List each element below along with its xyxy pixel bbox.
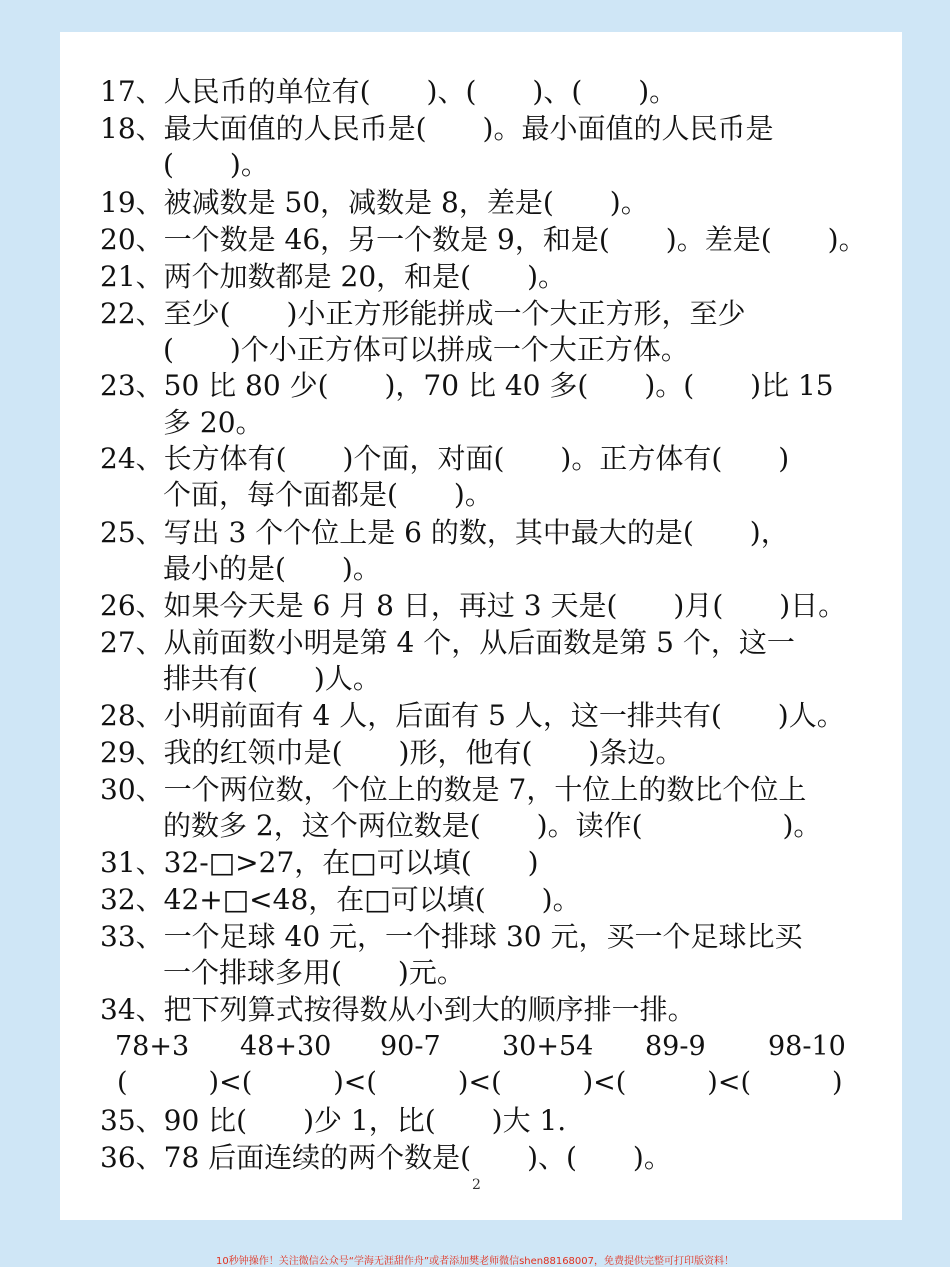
expression-6: 98-10: [768, 1031, 846, 1062]
order-answer-blanks: ( )<( )<( )<( )<( )<( ): [117, 1067, 843, 1098]
question-33: 33、一个足球 40 元，一个排球 30 元，买一个足球比买: [100, 920, 803, 953]
question-17: 17、人民币的单位有( )、( )、( )。: [100, 75, 678, 108]
question-26: 26、如果今天是 6 月 8 日，再过 3 天是( )月( )日。: [100, 589, 847, 622]
question-25: 25、写出 3 个个位上是 6 的数，其中最大的是( )，: [100, 516, 789, 549]
question-27-continued: 排共有( )人。: [163, 662, 381, 695]
question-32: 32、42+□<48，在□可以填( )。: [100, 883, 581, 916]
question-34: 34、把下列算式按得数从小到大的顺序排一排。: [100, 993, 696, 1026]
expression-5: 89-9: [645, 1031, 706, 1062]
question-19: 19、被减数是 50，减数是 8，差是( )。: [100, 186, 649, 219]
question-27: 27、从前面数小明是第 4 个，从后面数是第 5 个，这一: [100, 626, 795, 659]
question-29: 29、我的红领巾是( )形，他有( )条边。: [100, 736, 684, 769]
promo-footer: 10秒钟操作！关注微信公众号“学海无涯甜作舟”或者添加樊老师微信shen88168007，免费提供完整可打印版资料！: [215, 1256, 735, 1267]
question-30: 30、一个两位数，个位上的数是 7，十位上的数比个位上: [100, 773, 807, 806]
question-20: 20、一个数是 46，另一个数是 9，和是( )。差是( )。: [100, 223, 867, 256]
expression-1: 78+3: [115, 1031, 190, 1062]
expression-3: 90-7: [380, 1031, 441, 1062]
question-24-continued: 个面，每个面都是( )。: [163, 478, 493, 511]
question-25-continued: 最小的是( )。: [163, 552, 381, 585]
question-33-continued: 一个排球多用( )元。: [163, 956, 465, 989]
question-18: 18、最大面值的人民币是( )。最小面值的人民币是: [100, 112, 774, 145]
question-35: 35、90 比( )少 1，比( )大 1.: [100, 1104, 567, 1137]
question-18-continued: ( )。: [163, 148, 269, 181]
question-23: 23、50 比 80 少( )，70 比 40 多( )。( )比 15: [100, 369, 834, 402]
question-28: 28、小明前面有 4 人，后面有 5 人，这一排共有( )人。: [100, 699, 845, 732]
question-30-continued: 的数多 2，这个两位数是( )。读作( )。: [163, 809, 822, 842]
question-21: 21、两个加数都是 20，和是( )。: [100, 260, 567, 293]
question-36: 36、78 后面连续的两个数是( )、( )。: [100, 1141, 672, 1174]
question-22: 22、至少( )小正方形能拼成一个大正方形，至少: [100, 297, 746, 330]
expression-2: 48+30: [240, 1031, 332, 1062]
question-24: 24、长方体有( )个面，对面( )。正方体有( ): [100, 442, 790, 475]
expression-4: 30+54: [502, 1031, 594, 1062]
question-31: 31、32-□>27，在□可以填( ): [100, 846, 539, 879]
question-23-continued: 多 20。: [163, 406, 264, 439]
page-number: 2: [472, 1177, 481, 1193]
question-22-continued: ( )个小正方体可以拼成一个大正方体。: [163, 333, 689, 366]
